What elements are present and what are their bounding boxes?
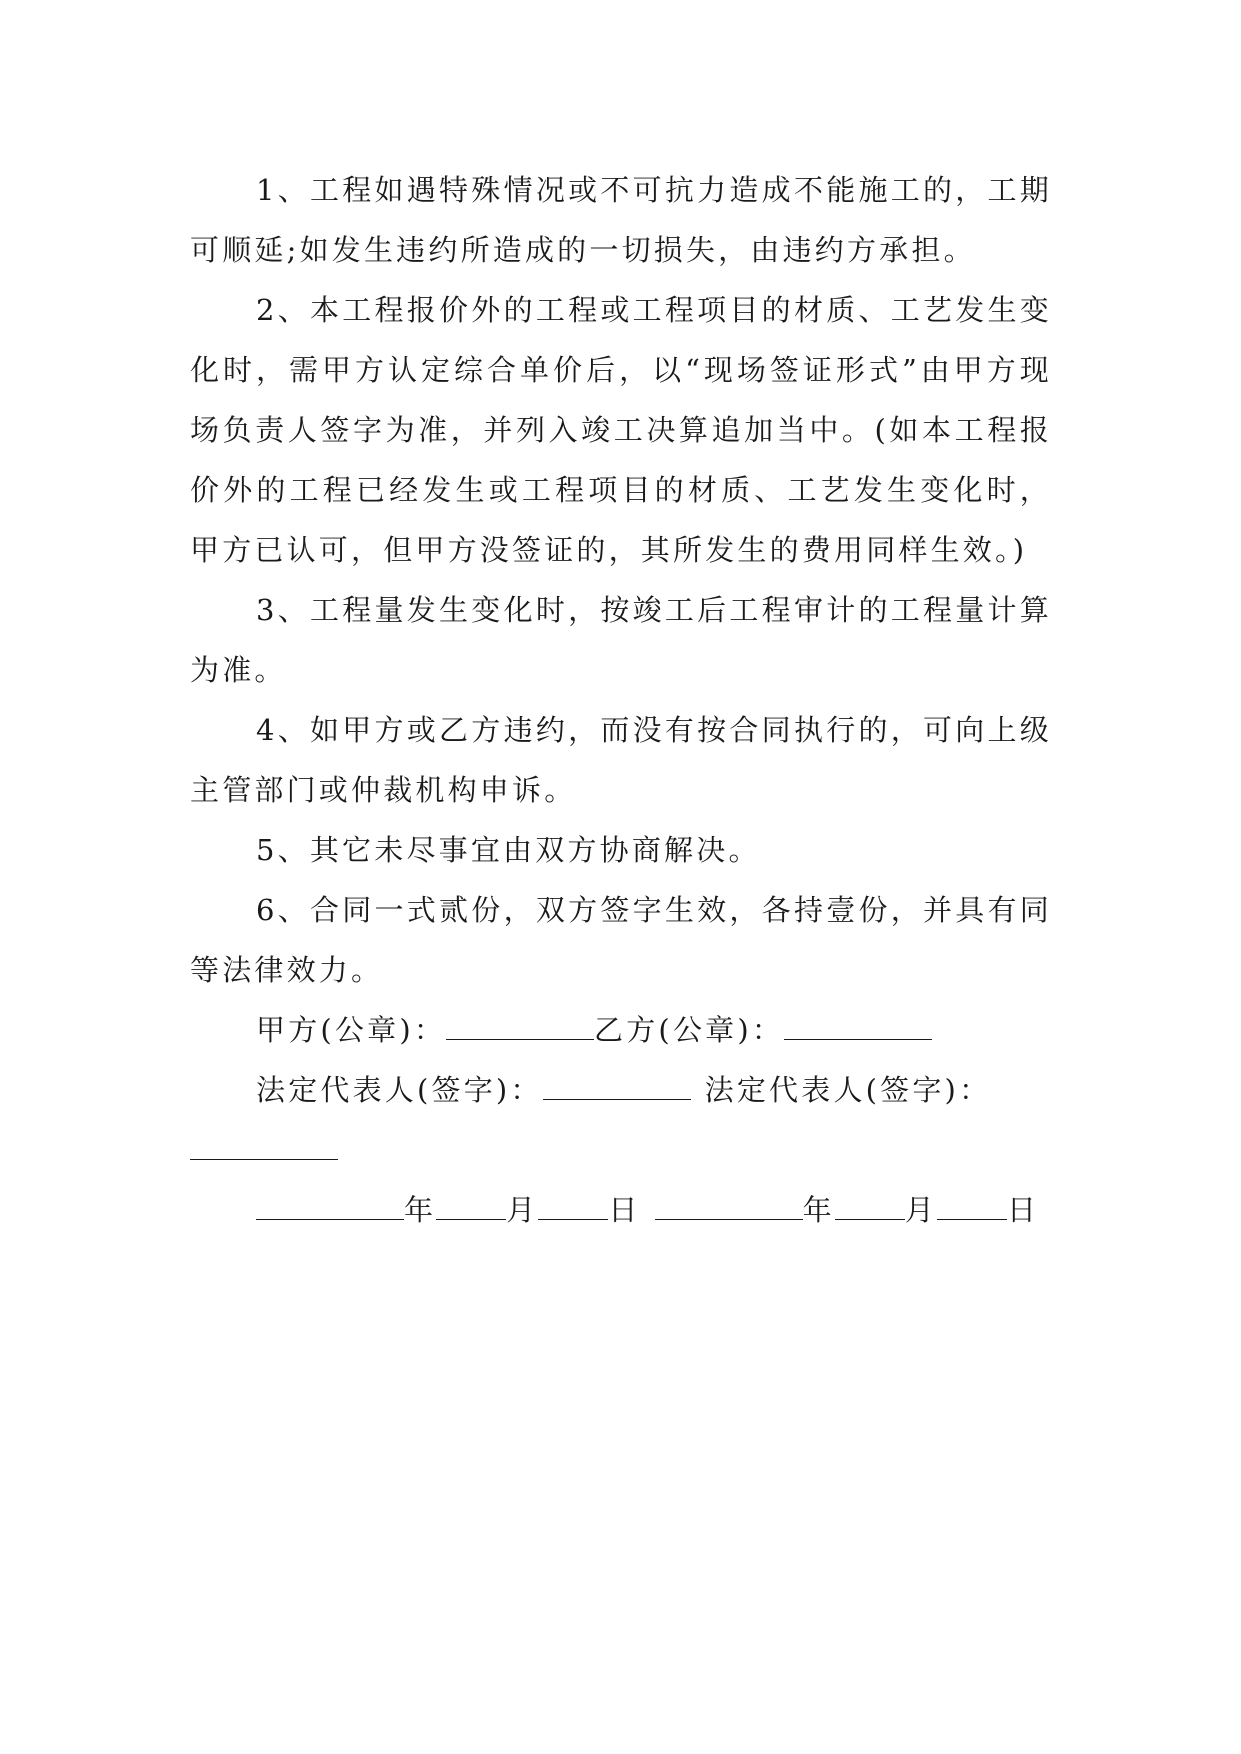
party-b-rep-blank-line xyxy=(190,1120,1052,1180)
party-a-seal-label: 甲方(公章)： xyxy=(256,1013,447,1047)
party-b-seal-blank[interactable] xyxy=(784,1017,932,1040)
clause-5: 5、其它未尽事宜由双方协商解决。 xyxy=(256,833,761,867)
party-b-rep-label: 法定代表人(签字)： xyxy=(704,1073,992,1107)
clause-6: 6、合同一式贰份，双方签字生效，各持壹份，并具有同等法律效力。 xyxy=(190,893,1052,987)
party-b-month-label: 月 xyxy=(904,1193,938,1227)
party-b-day-label: 日 xyxy=(1007,1193,1040,1227)
party-a-month-label: 月 xyxy=(506,1193,539,1227)
party-b-year-label: 年 xyxy=(802,1193,835,1227)
party-a-year-label: 年 xyxy=(404,1193,437,1227)
clause-3: 3、工程量发生变化时，按竣工后工程审计的工程量计算为准。 xyxy=(190,593,1052,687)
clause-4: 4、如甲方或乙方违约，而没有按合同执行的，可向上级主管部门或仲裁机构申诉。 xyxy=(190,713,1052,807)
representative-line xyxy=(190,1060,1052,1120)
party-a-year-blank[interactable] xyxy=(256,1197,404,1220)
clause-2: 2、本工程报价外的工程或工程项目的材质、工艺发生变化时，需甲方认定综合单价后，以“现场签证形式”由甲方现场负责人签字为准，并列入竣工决算追加当中。(如本工程报价外的工程已经发生或工程项目的材质、工艺发生变化时，甲方已认可，但甲方没签证的，其所发生的费用同样生效。) xyxy=(190,293,1052,567)
party-a-rep-label: 法定代表人(签字)： xyxy=(256,1073,543,1107)
clause-1: 1、工程如遇特殊情况或不可抗力造成不能施工的，工期可顺延;如发生违约所造成的一切损失，由违约方承担。 xyxy=(190,173,1052,267)
party-b-month-blank[interactable] xyxy=(835,1197,905,1220)
party-a-rep-blank[interactable] xyxy=(543,1077,691,1100)
party-a-month-blank[interactable] xyxy=(436,1197,506,1220)
seal-line xyxy=(190,1000,1052,1060)
party-b-year-blank[interactable] xyxy=(655,1197,803,1220)
party-a-day-label: 日 xyxy=(608,1193,641,1227)
contract-page xyxy=(190,160,1052,1240)
date-line xyxy=(190,1180,1052,1240)
party-b-day-blank[interactable] xyxy=(937,1197,1007,1220)
party-a-seal-blank[interactable] xyxy=(446,1017,594,1040)
party-a-day-blank[interactable] xyxy=(538,1197,608,1220)
party-b-rep-blank[interactable] xyxy=(190,1137,338,1160)
party-b-seal-label: 乙方(公章)： xyxy=(594,1013,785,1047)
